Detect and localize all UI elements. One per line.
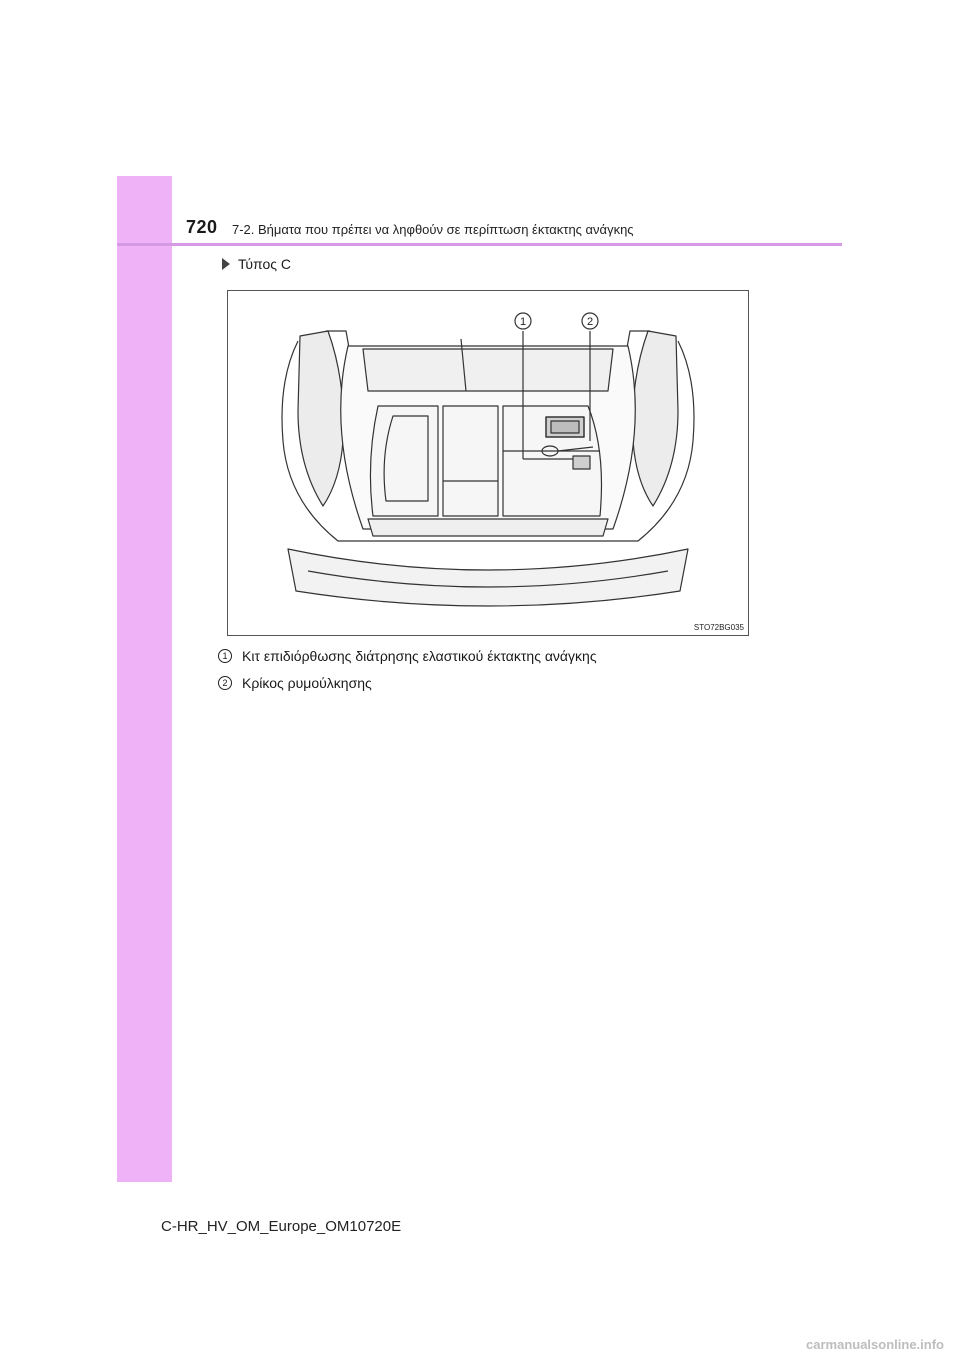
legend-text: Κιτ επιδιόρθωσης διάτρησης ελαστικού έκτακτης ανάγκης (242, 648, 597, 664)
chapter-side-tab (117, 176, 172, 1182)
page-number: 720 (186, 217, 218, 237)
header-rule (117, 243, 842, 246)
callout-1-label: 1 (519, 316, 527, 328)
chapter-title: 7-2. Βήματα που πρέπει να ληφθούν σε περίπτωση έκτακτης ανάγκης (232, 222, 634, 237)
figure-code: STO72BG035 (693, 623, 744, 632)
legend-text: Κρίκος ρυμούλκησης (242, 675, 372, 691)
legend-item (218, 675, 372, 691)
document-code-footer: C-HR_HV_OM_Europe_OM10720E (161, 1218, 402, 1235)
section-heading-text: Τύπος C (238, 256, 291, 272)
legend-item (218, 648, 597, 664)
section-heading (222, 256, 291, 272)
luggage-compartment-figure (227, 290, 749, 636)
callout-2-label: 2 (586, 316, 594, 328)
watermark: carmanualsonline.info (806, 1337, 944, 1352)
luggage-compartment-illustration (228, 291, 748, 635)
triangle-bullet-icon (222, 258, 230, 270)
legend-number-badge: 1 (218, 649, 232, 663)
legend-number-badge: 2 (218, 676, 232, 690)
